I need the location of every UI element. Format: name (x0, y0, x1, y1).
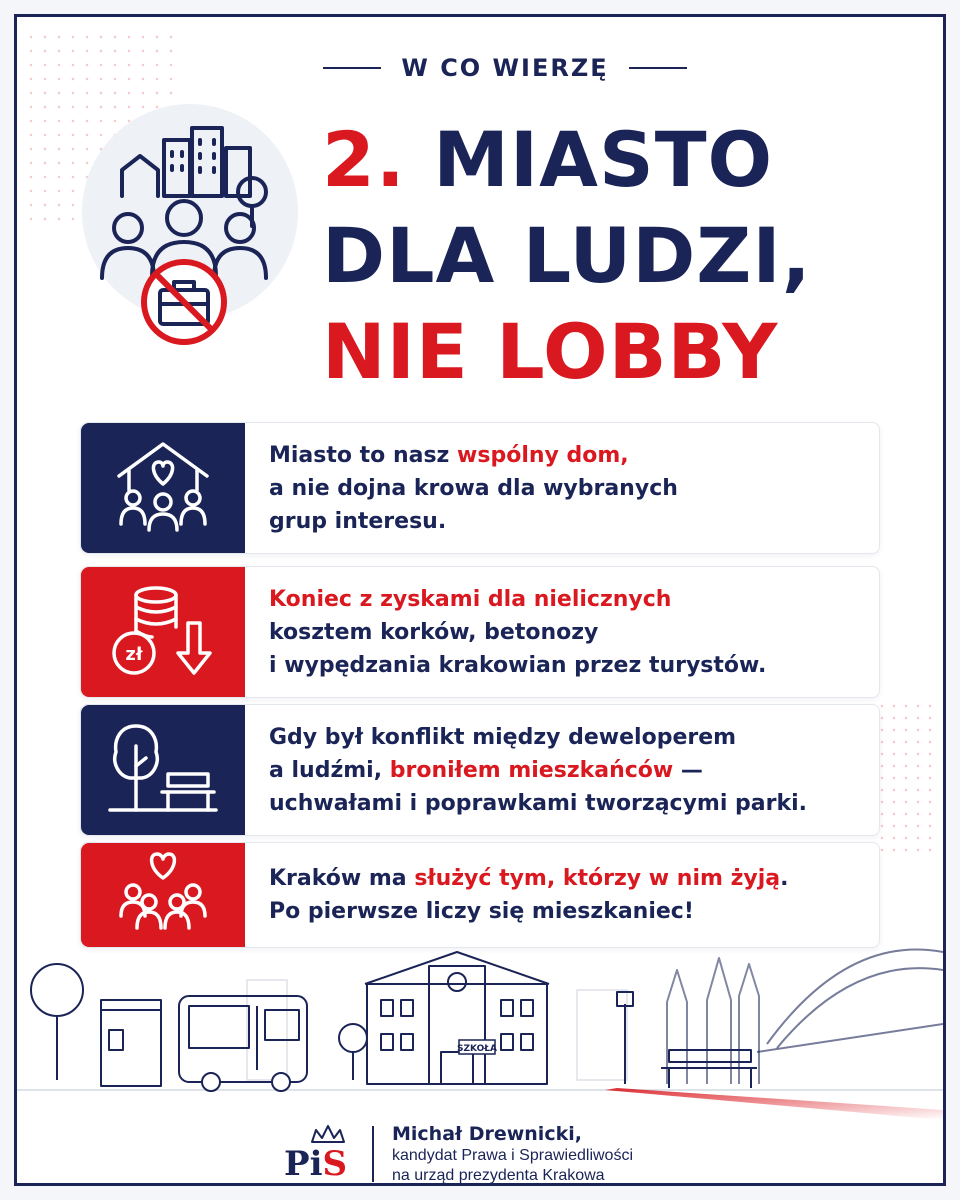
text-span: — (673, 757, 703, 783)
point-icon-panel (81, 705, 245, 835)
title-line-3: NIE LOBBY (322, 307, 779, 396)
title-word-miasto: MIASTO (433, 115, 774, 204)
highlight-text: Koniec z zyskami dla nielicznych (269, 586, 672, 612)
footer-signature (280, 1118, 740, 1190)
point-text (245, 705, 807, 835)
title-number: 2. (322, 115, 406, 204)
party-logo-text (284, 1144, 347, 1184)
eyebrow-rule-right (629, 67, 687, 69)
text-span: Miasto to nasz (269, 442, 458, 468)
point-line: uchwałami i poprawkami tworzącymi parki. (269, 790, 808, 816)
text-span: Kraków ma (269, 866, 415, 891)
candidate-name: Michał Drewnicki, (392, 1123, 582, 1145)
footer-divider (372, 1126, 374, 1182)
point-line: i wypędzania krakowian przez turystów. (269, 652, 767, 678)
school-sign: SZKOŁA (457, 1044, 497, 1054)
heart-people-icon (111, 850, 215, 940)
point-line (269, 754, 807, 787)
point-text (245, 423, 678, 553)
decorative-dots (876, 700, 936, 860)
city-scene-illustration (17, 940, 943, 1120)
eyebrow (310, 48, 700, 88)
logo-accent-text: S (322, 1144, 348, 1184)
point-text (245, 843, 788, 947)
point-line: kosztem korków, betonozy (269, 619, 599, 645)
tree-bench-icon (106, 718, 220, 822)
point-line: Gdy był konflikt między deweloperem (269, 724, 737, 750)
house-people-icon (111, 436, 215, 540)
point-line: Po pierwsze liczy się mieszkaniec! (269, 899, 694, 924)
point-card-1 (80, 422, 880, 554)
text-span: . (780, 866, 789, 891)
crown-icon (308, 1124, 348, 1146)
eyebrow-rule-left (323, 67, 381, 69)
party-logo (280, 1122, 368, 1186)
point-card-3 (80, 704, 880, 836)
point-line: a nie dojna krowa dla wybranych (269, 475, 678, 501)
signature-block (392, 1122, 633, 1186)
point-line: grup interesu. (269, 508, 447, 534)
point-icon-panel (81, 423, 245, 553)
page-title (322, 112, 882, 400)
point-line (269, 439, 678, 472)
title-line-1 (322, 112, 882, 208)
coins-down-icon (108, 577, 218, 687)
point-card-2 (80, 566, 880, 698)
logo-main-text: Pi (284, 1144, 323, 1184)
eyebrow-text: W CO WIERZĘ (401, 54, 609, 82)
point-text (245, 567, 766, 697)
point-line (269, 862, 788, 895)
point-card-4 (80, 842, 880, 948)
candidate-role-line-1: kandydat Prawa i Sprawiedliwości (392, 1147, 633, 1164)
highlight-text: wspólny dom, (457, 442, 629, 468)
highlight-text: służyć tym, którzy w nim żyją (414, 866, 781, 891)
title-line-2: DLA LUDZI, (322, 211, 812, 300)
text-span: a ludźmi, (269, 757, 390, 783)
candidate-role-line-2: na urząd prezydenta Krakowa (392, 1167, 605, 1184)
point-icon-panel (81, 567, 245, 697)
currency-text: zł (125, 644, 143, 665)
city-people-no-lobby-icon (80, 100, 320, 360)
point-icon-panel (81, 843, 245, 947)
highlight-text: broniłem mieszkańców (389, 757, 674, 783)
